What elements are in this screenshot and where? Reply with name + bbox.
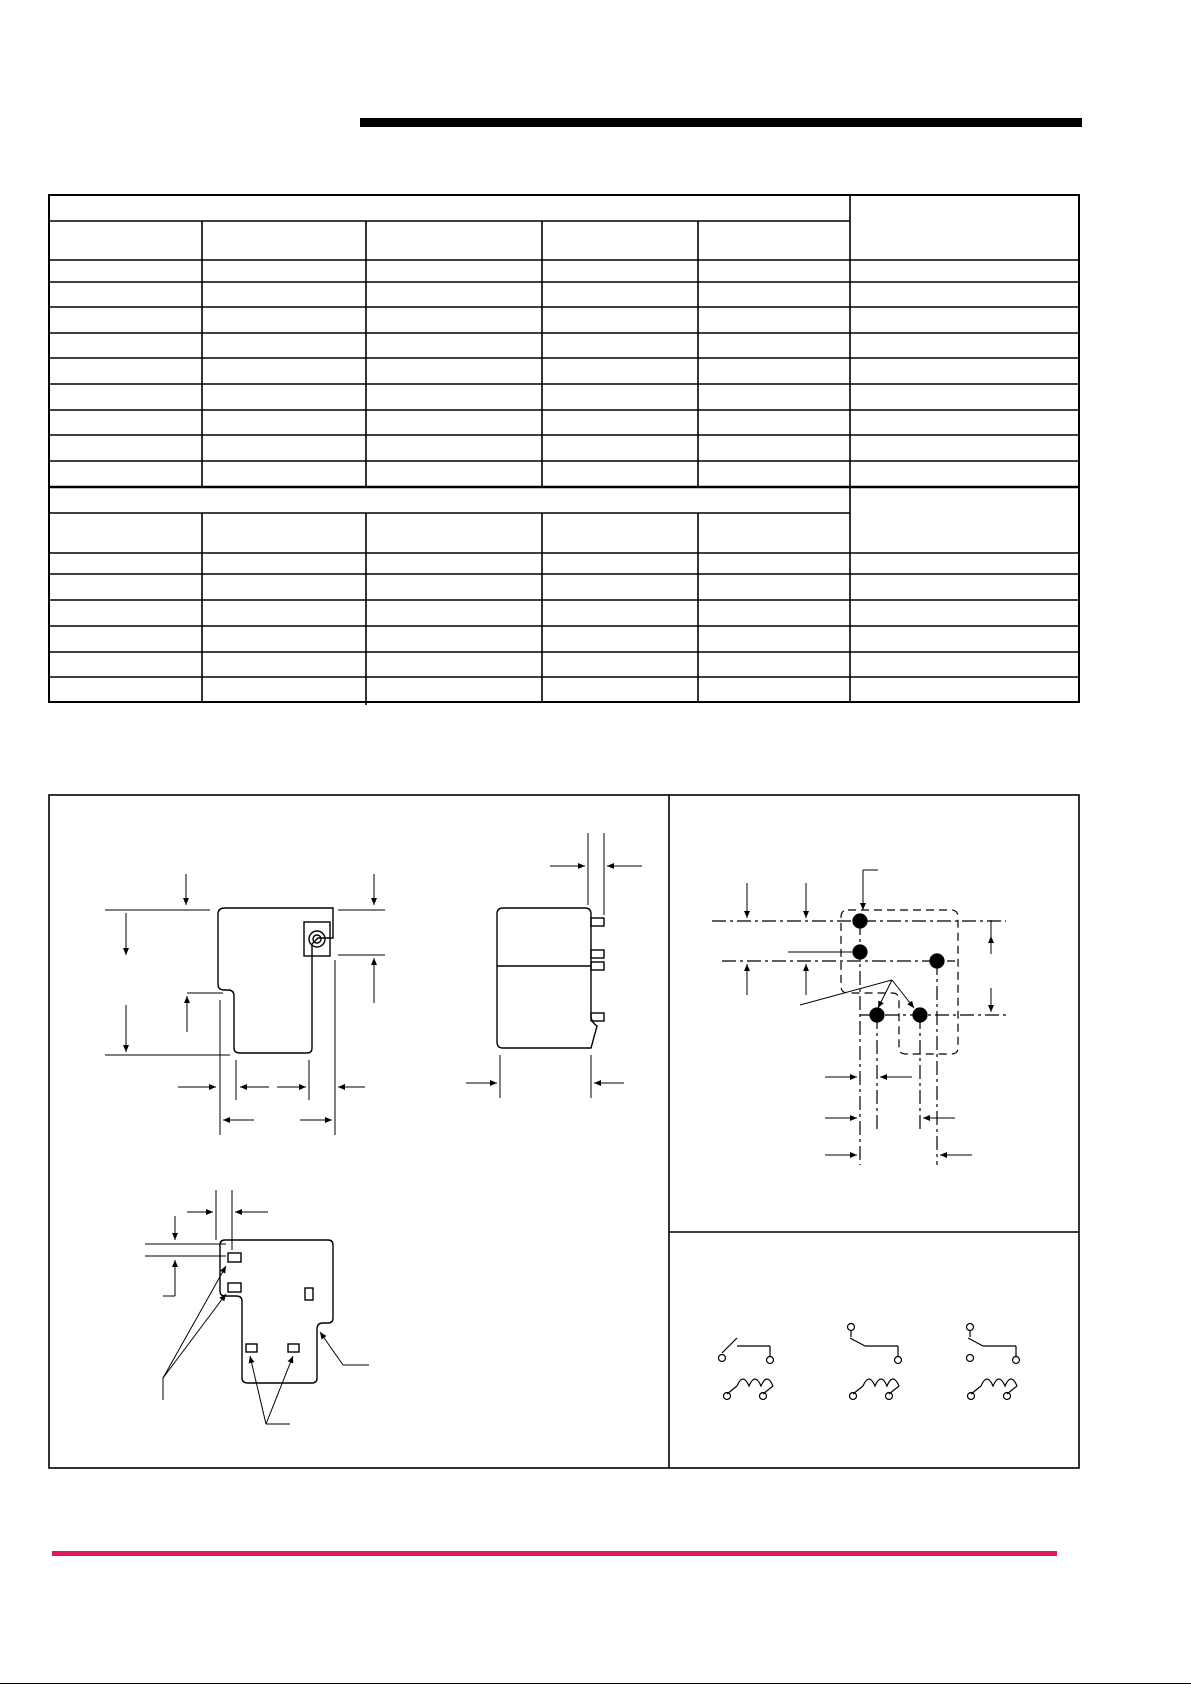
terminal-pin [591, 962, 604, 970]
terminal-hole [288, 1344, 299, 1352]
wiring-diagram-1 [719, 1338, 774, 1400]
outline-side-view [466, 833, 642, 1098]
bottom-view [145, 1190, 369, 1424]
terminal-pin [591, 950, 604, 958]
pad [870, 1008, 884, 1022]
pad [913, 1008, 927, 1022]
wiring-diagrams [719, 1324, 1020, 1400]
pc-board-layout [712, 870, 1006, 1165]
pad [853, 945, 867, 959]
terminal-hole [246, 1344, 257, 1352]
outline-front-view [105, 874, 385, 1135]
terminal-hole [228, 1253, 241, 1262]
pad [853, 914, 867, 928]
coil-symbol [981, 1379, 1017, 1386]
terminal-hole [305, 1288, 313, 1300]
bottom-rule [0, 1683, 1191, 1684]
pad [930, 954, 944, 968]
coil-symbol [863, 1379, 899, 1386]
footer-accent-line [52, 1551, 1057, 1556]
drawing-frame [49, 795, 1079, 1468]
wiring-diagram-3 [967, 1324, 1020, 1400]
coil-symbol [737, 1379, 773, 1386]
terminal-hole [228, 1283, 241, 1292]
wiring-diagram-2 [848, 1324, 902, 1400]
terminal-pin [591, 918, 604, 926]
terminal-pin [591, 1013, 604, 1021]
